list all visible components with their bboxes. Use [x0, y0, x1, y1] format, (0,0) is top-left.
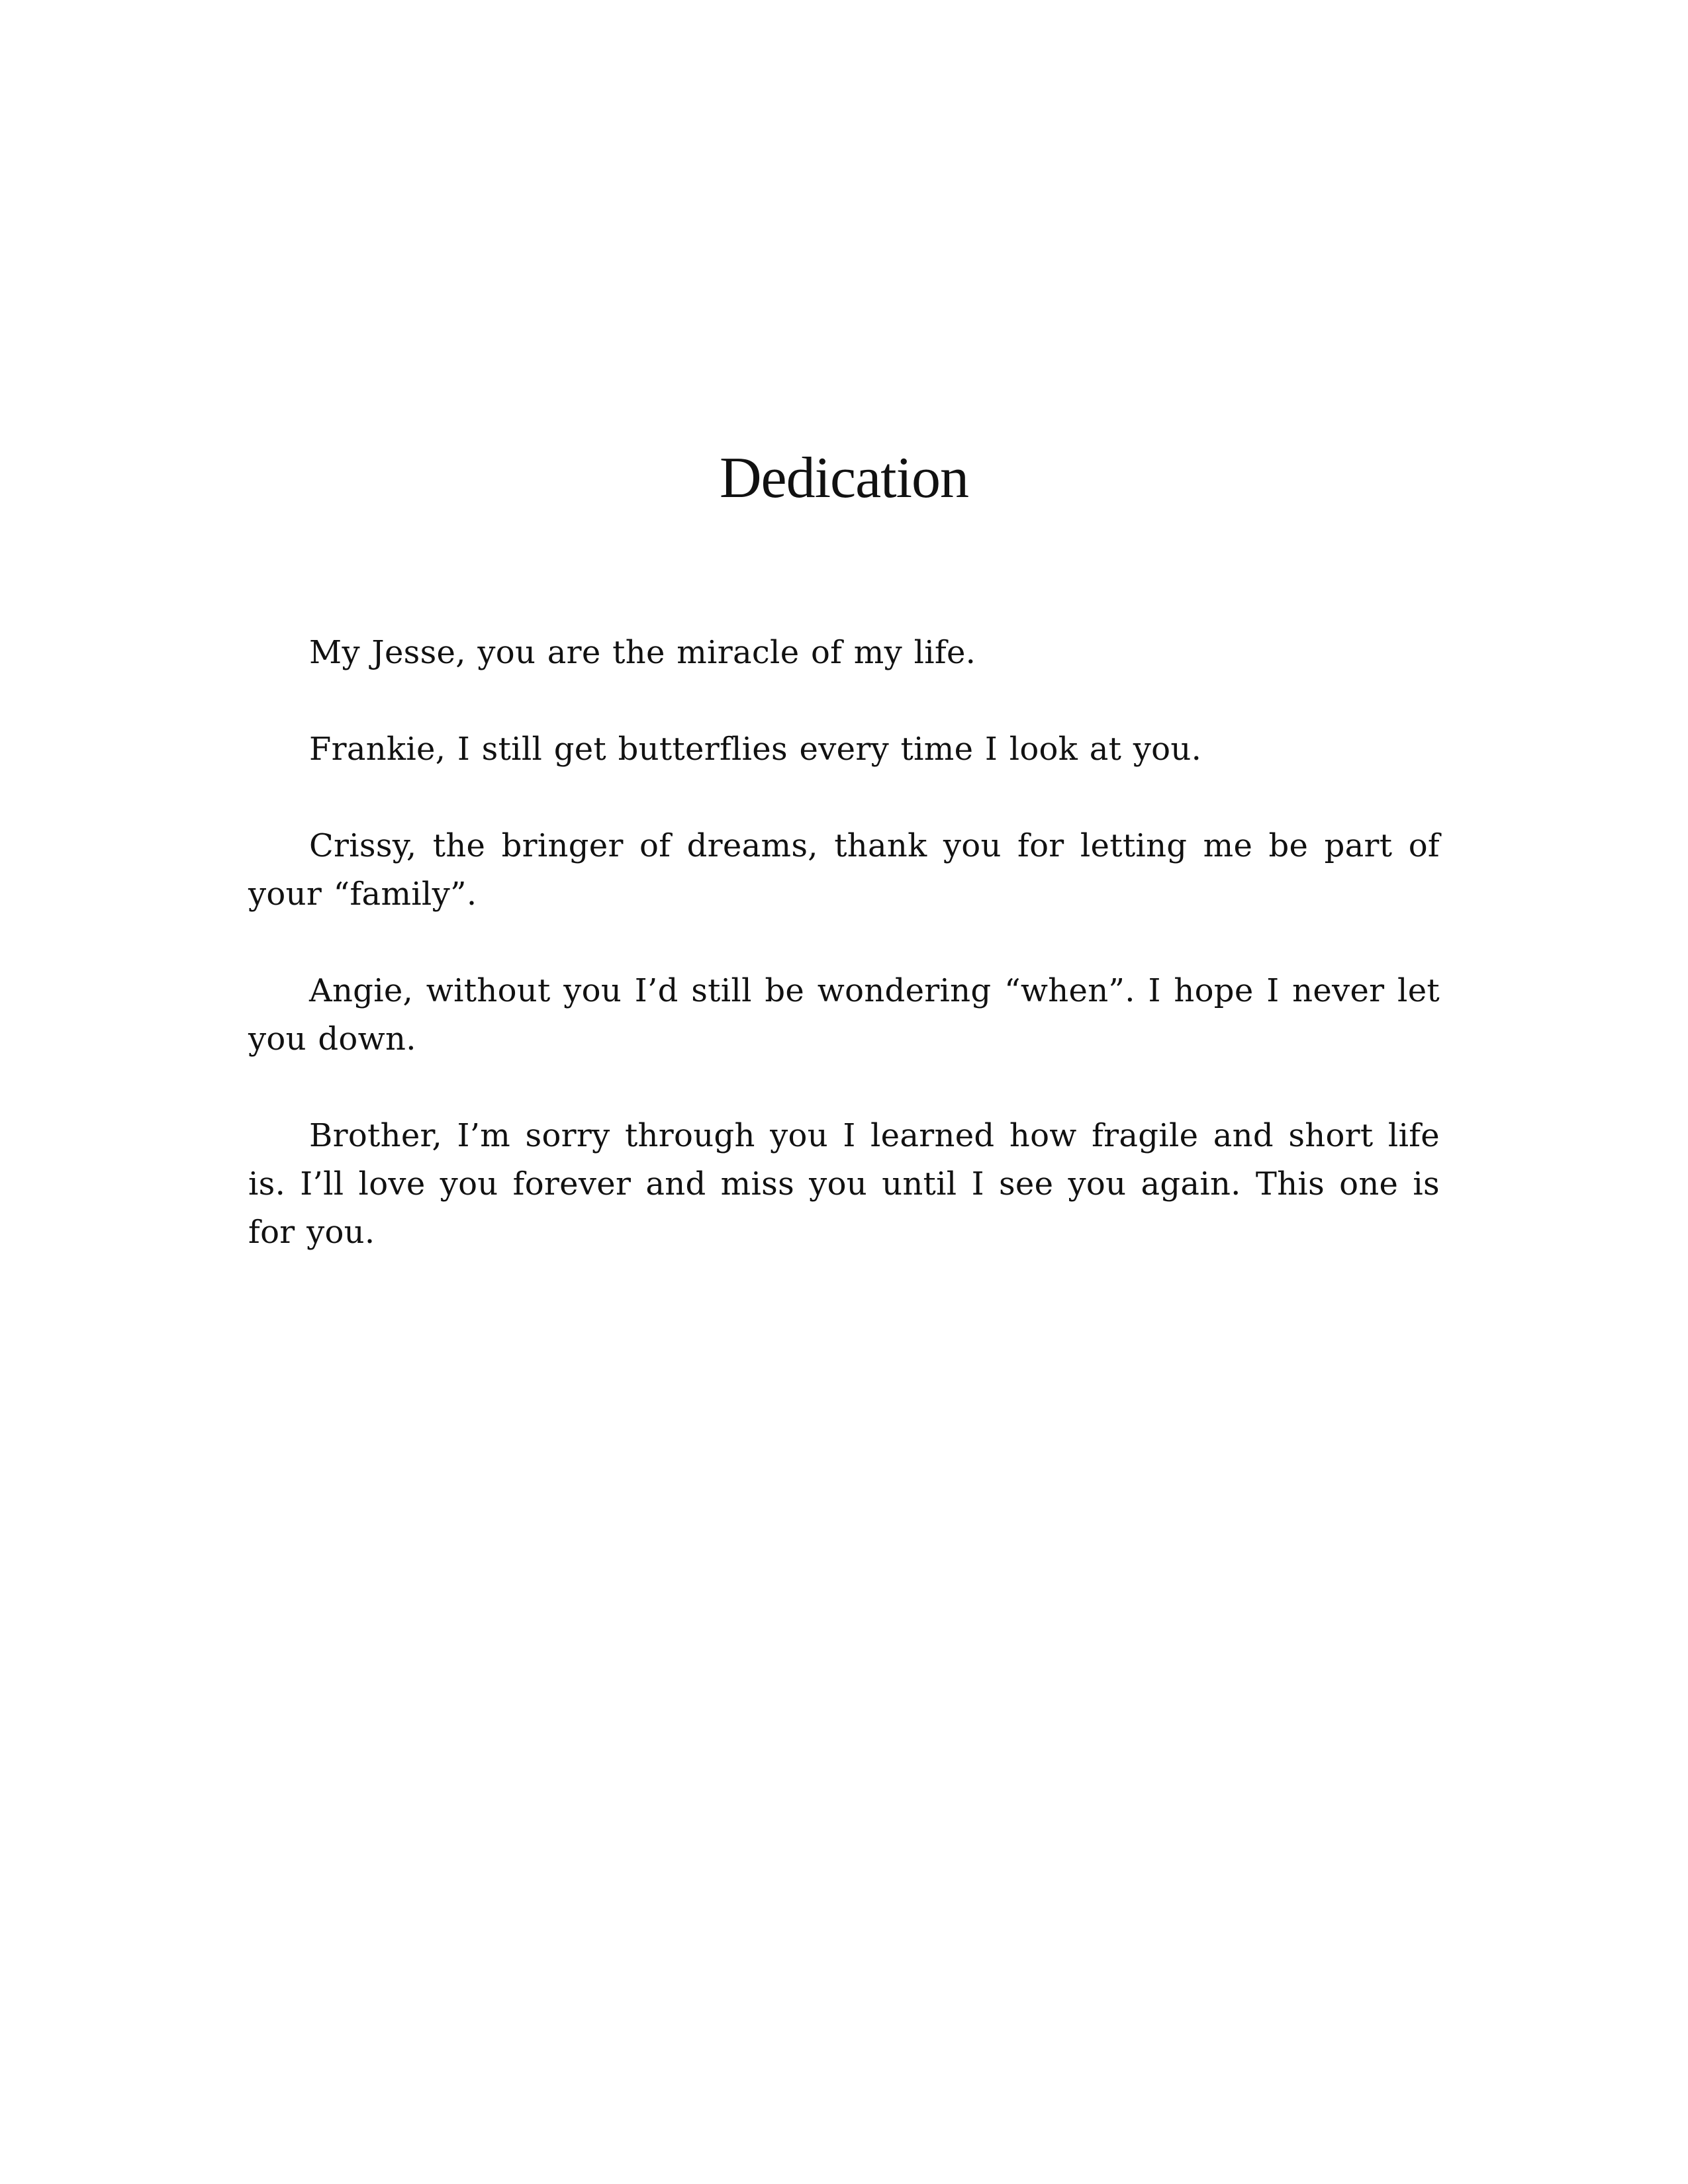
- dedication-body: [248, 629, 1440, 1305]
- dedication-paragraph-crissy: Crissy, the bringer of dreams, thank you for letting me be part of your “family”.: [248, 827, 1440, 913]
- dedication-paragraph-frankie: Frankie, I still get butterflies every time I look at you.: [309, 731, 1202, 768]
- page-title: Dedication: [719, 446, 969, 510]
- dedication-paragraph-angie: Angie, without you I’d still be wondering “when”. I hope I never let you down.: [248, 972, 1440, 1058]
- dedication-paragraph-jesse: My Jesse, you are the miracle of my life.: [309, 634, 976, 671]
- dedication-paragraph-brother: Brother, I’m sorry through you I learned how fragile and short life is. I’ll love you forever and miss you until I see you again. This one is for you.: [248, 1117, 1440, 1251]
